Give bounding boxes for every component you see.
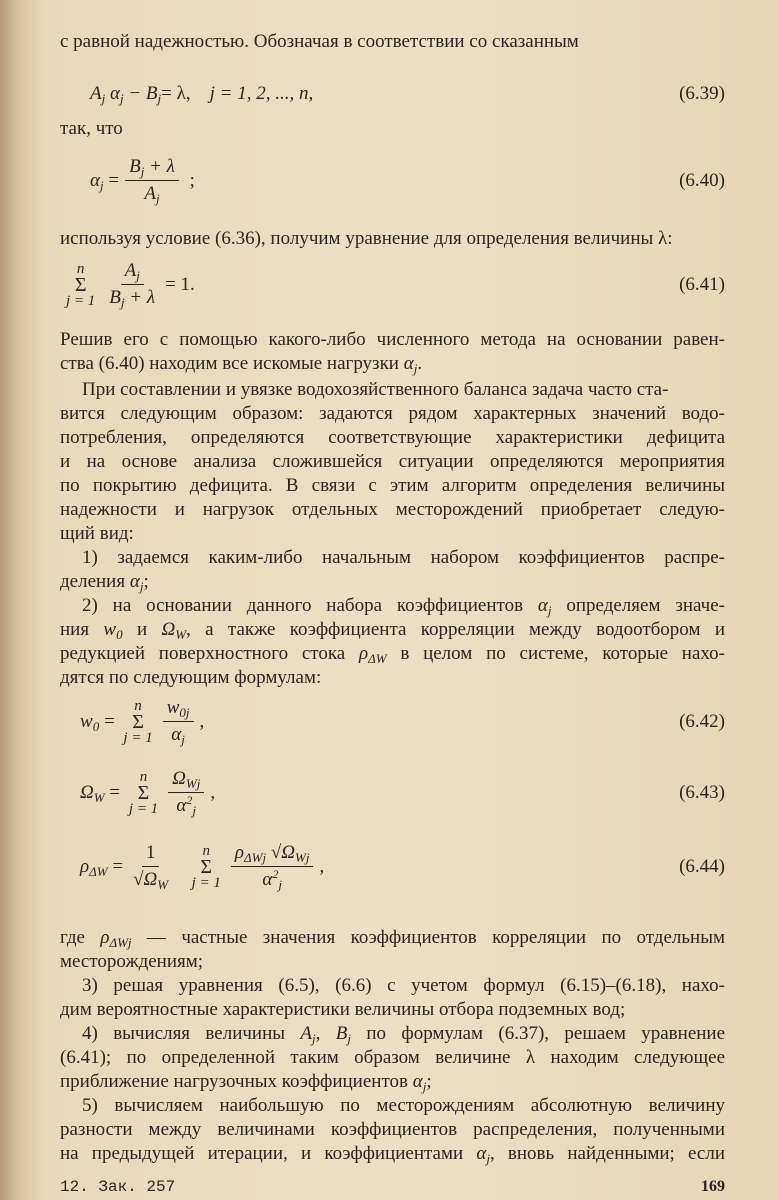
equation-number: (6.39) (679, 83, 725, 104)
text-run: 5) вычисляем наибольшую по месторождениям абсолютную величину (82, 1095, 725, 1116)
equation-6-42: $w_0$ = n Σ j = 1 $\frac{w_{0j}}{\alpha_j}$ , (6.42) (80, 697, 725, 747)
text-run: (6.41); по определенной таким образом величине λ находим следующее (60, 1047, 725, 1068)
equation-6-40: $\alpha_j$ = $\frac{B_j + \lambda}{A_j}$ ; (6.40) (90, 156, 725, 206)
math-subscript: 0 (116, 627, 123, 642)
text-run: месторождениям; (60, 951, 204, 972)
text-run: разности между величинами коэффициентов распределения, полученными (60, 1119, 725, 1140)
text-run: ства (6.40) находим все искомые нагрузки (60, 353, 404, 374)
text-line (60, 974, 725, 998)
math-base: A (300, 1023, 312, 1044)
text-run: ния (60, 619, 104, 640)
equation-number: (6.40) (679, 169, 725, 191)
text-line (60, 998, 725, 1022)
math-base: w (103, 619, 117, 640)
math-subscript: j (547, 603, 552, 618)
math-subscript: j (486, 1151, 490, 1166)
text-run: дятся по следующим формулам: (60, 667, 322, 688)
equation-6-39: $A_j$ $\alpha_j - B_j$ = λ, j = 1, 2, ..., n, (6.39) (90, 83, 725, 106)
math-base: α (537, 595, 548, 616)
equation-number: (6.43) (679, 781, 725, 803)
math-subscript: j (347, 1031, 351, 1046)
math-base: α (412, 1071, 423, 1092)
text-run: вится следующим образом: задаются рядом характерных значений водо- (60, 403, 725, 424)
text-run: щий вид: (60, 523, 134, 544)
math-symbol (404, 353, 418, 374)
text-line (60, 666, 725, 690)
text-line (60, 402, 725, 426)
text-run: и (122, 619, 162, 640)
text-run: и на основе анализа сложившейся ситуации определяются мероприятия (60, 451, 725, 472)
math-subscript: j (413, 361, 418, 376)
text-line (60, 1046, 725, 1070)
text-run: приближение нагрузочных коэффициентов (60, 1071, 413, 1092)
text-line (60, 498, 725, 522)
text-run: ; (143, 571, 149, 592)
text-run: по формулам (6.37), решаем уравнение (350, 1023, 726, 1044)
math-symbol (130, 571, 144, 592)
math-base: α (476, 1143, 487, 1164)
text-run: Решив его с помощью какого-либо численного метода на основании равен- (60, 329, 725, 350)
equation-6-44: $\rho_{\Delta W}$ = $\frac{1}{√\Omega_W}$ n Σ j = 1 $\frac{\rho_{\Delta Wj} √\Omega_{Wj}}{\alpha^2_j}$ , (6.44) (80, 842, 725, 892)
text-line (60, 594, 725, 618)
paragraph-algorithm (60, 378, 725, 690)
math-base: ρ (100, 927, 110, 948)
text-run: редукцией поверхностного стока (60, 643, 359, 664)
text-run: дим вероятностные характеристики величины отбора подземных вод; (60, 999, 626, 1020)
math-subscript: W (175, 627, 187, 642)
text-line (60, 1022, 725, 1046)
text-line (60, 352, 725, 376)
intro-text (60, 30, 725, 54)
math-subscript: j (139, 579, 144, 594)
text-line (60, 426, 725, 450)
math-subscript: j (312, 1031, 316, 1046)
text-line (60, 546, 725, 570)
text-run: При составлении и увязке водохозяйственного баланса задача часто ста- (82, 379, 669, 400)
math-symbol (336, 1023, 351, 1044)
equation-6-43: $\Omega_W$ = n Σ j = 1 $\frac{\Omega_{Wj}}{\alpha^2_j}$ , (6.43) (80, 768, 725, 818)
text-line (60, 522, 725, 546)
math-base: B (335, 1023, 348, 1044)
math-subscript: j (422, 1079, 427, 1094)
footer-order-number: 12. Зак. 257 (60, 1178, 176, 1196)
text-run: где (60, 927, 101, 948)
text-run: надежности и нагрузок отдельных месторождений приобретает следую- (60, 499, 725, 520)
math-base: ρ (359, 643, 369, 664)
text-run: , (315, 1023, 336, 1044)
text-line (60, 570, 725, 594)
math-symbol (161, 619, 186, 640)
math-subscript: ΔWj (109, 935, 132, 950)
page-number: 169 (701, 1178, 725, 1195)
text-line (60, 378, 725, 402)
text-run: 3) решая уравнения (6.5), (6.6) с учетом формул (6.15)–(6.18), нахо- (82, 975, 725, 996)
text-line (60, 474, 725, 498)
text-using: используя условие (6.36), получим уравнение для определения величины λ: (60, 228, 673, 249)
math-symbol (359, 643, 387, 664)
text-run: 4) вычисляя величины (82, 1023, 301, 1044)
text-line (60, 1118, 725, 1142)
text-run: с равной надежностью. Обозначая в соответствии со сказанным (60, 31, 579, 52)
text-tak-chto: так, что (60, 118, 123, 139)
math-symbol (103, 619, 122, 640)
math-base: α (403, 353, 414, 374)
text-run: ; (426, 1071, 432, 1092)
text-run: 1) задаемся каким-либо начальным набором коэффициентов распре- (82, 547, 725, 568)
math-symbol (300, 1023, 315, 1044)
text-line (60, 926, 725, 950)
text-line (60, 1070, 725, 1094)
equation-6-41: n Σ j = 1 $\frac{A_j}{B_j + \lambda}$ = 1. (6.41) (66, 260, 725, 310)
text-run: деления (60, 571, 130, 592)
text-run: на предыдущей итерации, и коэффициентами (60, 1143, 477, 1164)
text-run: — частные значения коэффициентов корреляции по отдельным (131, 927, 726, 948)
math-symbol (476, 1143, 490, 1164)
equation-number: (6.42) (679, 710, 725, 732)
text-run: по покрытию дефицита. В связи с этим алгоритм определения величины (60, 475, 725, 496)
math-subscript: ΔW (368, 651, 387, 666)
text-line (60, 618, 725, 642)
math-symbol (100, 927, 131, 948)
text-run: . (417, 353, 423, 374)
text-run: определяем значе- (551, 595, 725, 616)
text-line (60, 642, 725, 666)
text-line (60, 1142, 725, 1166)
math-symbol (538, 595, 552, 616)
paragraph-solution (60, 328, 725, 376)
text-run: , а также коэффициента корреляции между водоотбором и (186, 619, 725, 640)
text-run: в целом по системе, которые нахо- (386, 643, 725, 664)
text-line (60, 450, 725, 474)
paragraph-steps (60, 926, 725, 1166)
equation-number: (6.41) (679, 273, 725, 295)
text-line (60, 950, 725, 974)
math-base: α (129, 571, 140, 592)
math-base: Ω (161, 619, 176, 640)
text-line (60, 30, 725, 54)
text-run: , вновь найденными; если (489, 1143, 725, 1164)
text-run: 2) на основании данного набора коэффициентов (82, 595, 538, 616)
math-symbol (413, 1071, 427, 1092)
text-line (60, 328, 725, 352)
text-line (60, 1094, 725, 1118)
equation-number: (6.44) (679, 855, 725, 877)
text-run: потребления, определяются соответствующие характеристики дефицита (60, 427, 725, 448)
